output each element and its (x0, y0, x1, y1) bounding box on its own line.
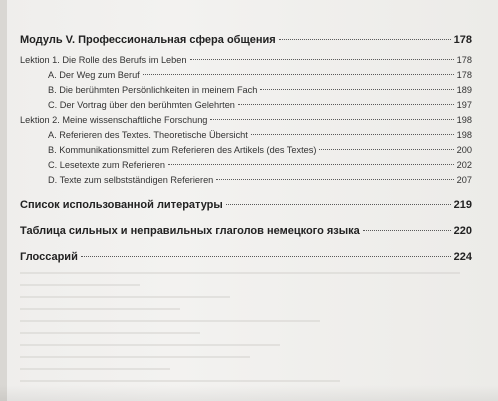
show-through-line (20, 368, 170, 370)
leader-dots (238, 104, 454, 105)
toc-entry-label: Lektion 1. Die Rolle des Berufs im Leben (20, 55, 187, 65)
show-through-line (20, 320, 320, 322)
toc-entry-page: 198 (456, 130, 472, 140)
toc-entry-lektion-2 (20, 115, 472, 125)
leader-dots (260, 89, 453, 90)
toc-entry-page: 220 (453, 225, 472, 237)
leader-dots (279, 39, 451, 40)
toc-entry-label: D. Texte zum selbstständigen Referieren (48, 175, 214, 185)
leader-dots (363, 230, 451, 231)
toc-entry-label: Модуль V. Профессиональная сфера общения (20, 34, 276, 46)
toc-entry-label: Lektion 2. Meine wissenschaftliche Forschung (20, 115, 208, 125)
show-through-line (20, 308, 180, 310)
show-through-line (20, 284, 140, 286)
toc-entry-page: 219 (453, 199, 472, 211)
toc-entry-page: 178 (456, 55, 472, 65)
toc-entry-label: Глоссарий (20, 251, 78, 263)
toc-entry-l2-d (48, 175, 472, 185)
toc-entry-label: C. Lesetexte zum Referieren (48, 160, 165, 170)
show-through-line (20, 356, 250, 358)
toc-entry-label: Список использованной литературы (20, 199, 223, 211)
show-through-line (20, 272, 460, 274)
toc-entry-page: 198 (456, 115, 472, 125)
toc-entry-page: 200 (456, 145, 472, 155)
toc-entry-page: 202 (456, 160, 472, 170)
toc-entry-l1-a (48, 70, 472, 80)
leader-dots (210, 119, 453, 120)
toc-entry-page: 207 (456, 175, 472, 185)
toc-entry-page: 178 (453, 34, 472, 46)
toc-entry-bibliography (20, 199, 472, 211)
toc-entry-l2-c (48, 160, 472, 170)
toc-entry-page: 224 (453, 251, 472, 263)
toc-entry-label: A. Referieren des Textes. Theoretische Übersicht (48, 130, 248, 140)
leader-dots (319, 149, 453, 150)
toc-entry-l1-c (48, 100, 472, 110)
toc-entry-lektion-1 (20, 55, 472, 65)
toc-entry-label: B. Kommunikationsmittel zum Referieren des Artikels (des Textes) (48, 145, 317, 155)
leader-dots (143, 74, 454, 75)
show-through-line (20, 344, 280, 346)
leader-dots (216, 179, 453, 180)
leader-dots (226, 204, 451, 205)
toc-entry-verbs-table (20, 225, 472, 237)
toc-entry-l1-b (48, 85, 472, 95)
page-bottom-shadow (0, 385, 498, 401)
toc-entry-label: C. Der Vortrag über den berühmten Gelehrten (48, 100, 235, 110)
toc-entry-label: B. Die berühmten Persönlichkeiten in meinem Fach (48, 85, 258, 95)
toc-entry-glossary (20, 251, 472, 263)
leader-dots (190, 59, 454, 60)
toc-entry-page: 189 (456, 85, 472, 95)
show-through-line (20, 332, 200, 334)
toc-entry-label: A. Der Weg zum Beruf (48, 70, 140, 80)
toc-entry-page: 178 (456, 70, 472, 80)
show-through-line (20, 296, 230, 298)
page-edge (0, 0, 7, 401)
leader-dots (251, 134, 454, 135)
toc-entry-page: 197 (456, 100, 472, 110)
toc-entry-l2-a (48, 130, 472, 140)
show-through-line (20, 380, 340, 382)
leader-dots (168, 164, 454, 165)
leader-dots (81, 256, 451, 257)
toc-entry-l2-b (48, 145, 472, 155)
toc-entry-module (20, 34, 472, 46)
toc-entry-label: Таблица сильных и неправильных глаголов немецкого языка (20, 225, 360, 237)
